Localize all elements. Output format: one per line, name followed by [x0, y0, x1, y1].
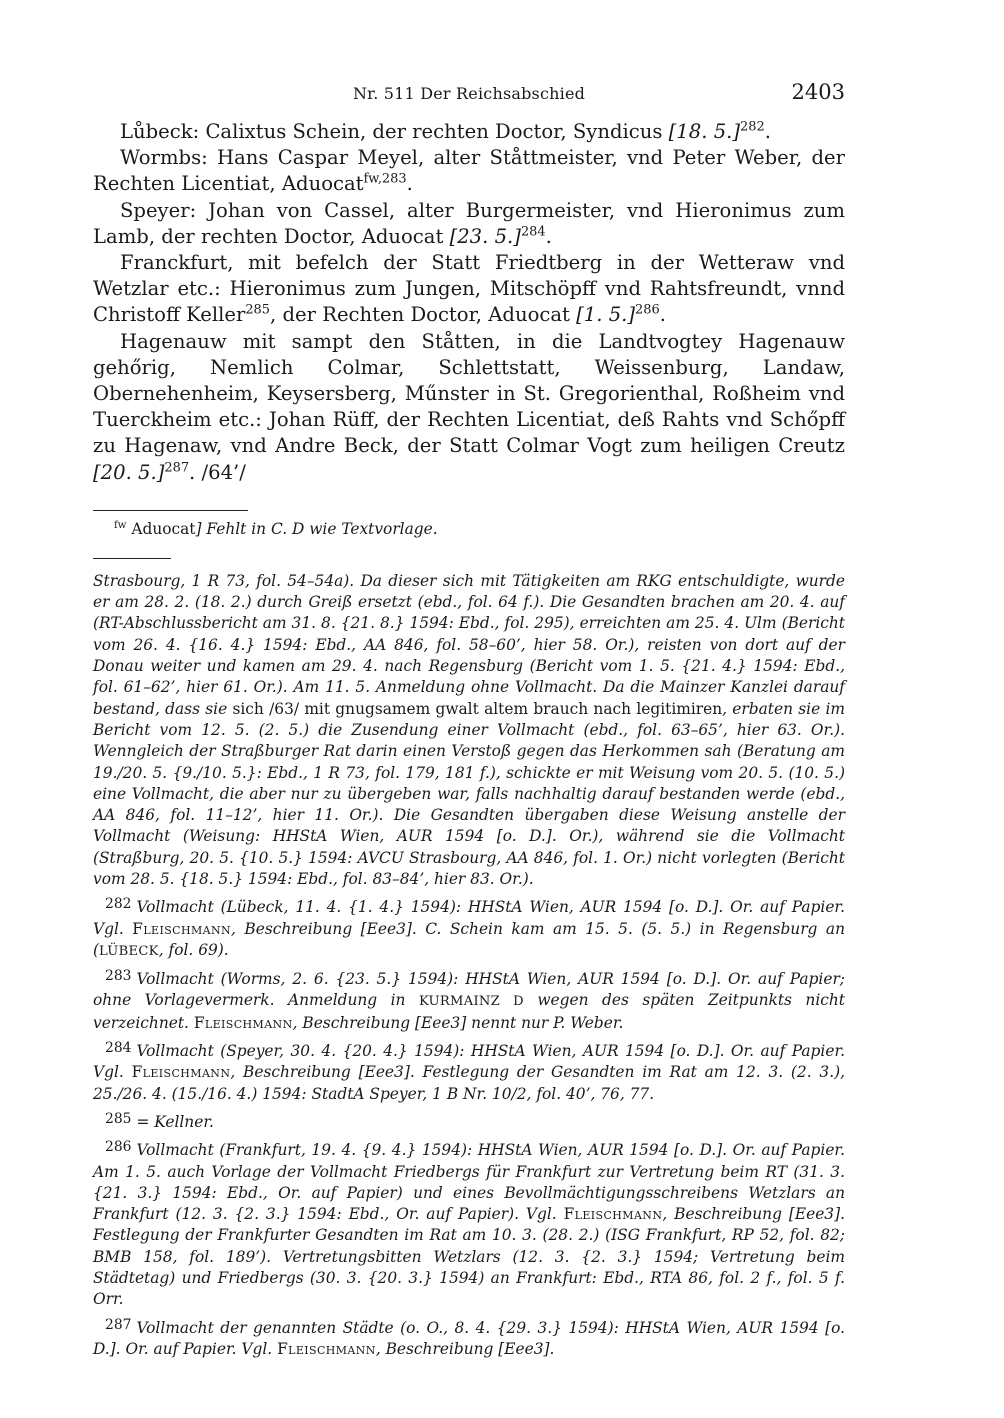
paragraph-hagenau: Hagenauw mit sampt den Ståtten, in die Landtvogtey Hagenauw gehőrig, Nemlich Colmar, Schlettstatt, Weissenburg, Landaw, Obernehenheim, Keysersberg, Műnster in St. Gregorienthal, Roßheim vnd Tuerckheim etc.: Johan Rüff, der Rechten Licentiat, deß Rahts vnd Schőpff zu Hagenaw, vnd Andre Beck, der Statt Colmar Vogt zum heiligen Creutz [20. 5.]$^{287}$. /64’/	[93, 329, 845, 484]
footnote-285: 285 = Kellner.	[105, 1110, 214, 1131]
footnote-287: 287 Vollmacht der genannten Städte (o. O., 8. 4. {29. 3.} 1594): HHStA Wien, AUR 1594 [o. D.]. Or. auf Papier. Vgl. Fleischmann, Beschreibung [Eee3].	[93, 1316, 845, 1358]
page-number: 2403	[791, 80, 845, 104]
page-header	[93, 78, 845, 108]
footnote-286: 286 Vollmacht (Frankfurt, 19. 4. {9. 4.} 1594): HHStA Wien, AUR 1594 [o. D.]. Or. auf Papier. Am 1. 5. auch Vorlage der Vollmacht Friedbergs für Frankfurt zur Vertretung beim RT (31. 3. {21. 3.} 1594: Ebd., Or. auf Papier) und eines Bevollmächtigungsschreibens Wetzlars an Frankfurt (12. 3. {2. 3.} 1594: Ebd., Or. auf Papier). Vgl. Fleischmann, Beschreibung [Eee3]. Festlegung der Frankfurter Gesandten im Rat am 10. 3. (28. 2.) (ISG Frankfurt, RP 52, fol. 82; BMB 158, fol. 189’). Vertretungsbitten Wetzlars (12. 3. {2. 3.} 1594; Vertretung beim Städtetag) und Friedbergs (30. 3. {20. 3.} 1594) an Frankfurt: Ebd., RTA 86, fol. 2 f., fol. 5 f. Orr.	[93, 1139, 845, 1309]
text-critical-apparatus	[93, 510, 845, 540]
main-text	[93, 119, 845, 486]
apparatus-rule	[93, 510, 248, 511]
paragraph-frankfurt: Franckfurt, mit befelch der Statt Friedtberg in der Wetteraw vnd Wetzlar etc.: Hieronimus zum Jungen, Mitschöpff vnd Rahtsfreundt, vnnd Christoff Keller$^{285}$, der Rechten Doctor, Aduocat [1. 5.]$^{286}$.	[93, 251, 845, 327]
document-page	[93, 78, 845, 1360]
footnote-282: 282 Vollmacht (Lübeck, 11. 4. {1. 4.} 1594): HHStA Wien, AUR 1594 [o. D.]. Or. auf Papier. Vgl. Fleischmann, Beschreibung [Eee3]. C. Schein kam am 15. 5. (5. 5.) in Regensburg an (LÜBECK, fol. 69).	[93, 896, 845, 959]
footnote-ref: 285	[245, 302, 270, 318]
footnote-ref: 287	[164, 460, 190, 476]
text-note-fw: $^{fw}$ Aduocat] Fehlt in C. D wie Textvorlage.	[114, 519, 438, 538]
footnote-ref: 284	[520, 224, 546, 240]
paragraph-luebeck: Lůbeck: Calixtus Schein, der rechten Doctor, Syndicus [18. 5.]$^{282}$.	[120, 119, 771, 143]
paragraph-speyer: Speyer: Johan von Cassel, alter Burgermeister, vnd Hieronimus zum Lamb, der rechten Doctor, Aduocat [23. 5.]$^{284}$.	[93, 198, 845, 248]
footnote-283: 283 Vollmacht (Worms, 2. 6. {23. 5.} 1594): HHStA Wien, AUR 1594 [o. D.]. Or. auf Papier; ohne Vorlagevermerk. Anmeldung in KURMAINZ D wegen des späten Zeitpunkts nicht verzeichnet. Fleischmann, Beschreibung [Eee3] nennt nur P. Weber.	[93, 968, 845, 1032]
continued-footnote: Strasbourg, 1 R 73, fol. 54–54a). Da dieser sich mit Tätigkeiten am RKG entschuldigte, wurde er am 28. 2. (18. 2.) durch Greiß ersetzt (ebd., fol. 64 f.). Die Gesandten brachen am 20. 4. auf (RT-Abschlussbericht am 31. 8. {21. 8.} 1594: Ebd., fol. 295), erreichten am 25. 4. Ulm (Bericht vom 26. 4. {16. 4.} 1594: Ebd., AA 846, fol. 58–60’, hier 58. Or.), reisten von dort auf der Donau weiter und kamen am 29. 4. nach Regensburg (Bericht vom 1. 5. {21. 4.} 1594: Ebd., fol. 61–62’, hier 61. Or.). Am 11. 5. Anmeldung ohne Vollmacht. Da die Mainzer Kanzlei darauf bestand, dass sie sich /63/ mit gnugsamem gwalt altem brauch nach legitimiren, erbaten sie im Bericht vom 12. 5. (2. 5.) die Zusendung einer Vollmacht (ebd., fol. 63–65’, hier 63. Or.). Wenngleich der Straßburger Rat darin einen Verstoß gegen das Herkommen sah (Beratung am 19./20. 5. {9./10. 5.}: Ebd., 1 R 73, fol. 179, 181 f.), schickte er mit Weisung vom 20. 5. (10. 5.) eine Vollmacht, die aber nur zu übergeben war, falls nachhaltig darauf bestanden werde (ebd., AA 846, fol. 11–12’, hier 11. Or.). Die Gesandten übergaben diese Weisung anstelle der Vollmacht (Weisung: HHStA Wien, AUR 1594 [o. D.]. Or.), während sie die Vollmacht (Straßburg, 20. 5. {10. 5.} 1594: AVCU Strasbourg, AA 846, fol. 1. Or.) nicht vorlegten (Bericht vom 28. 5. {18. 5.} 1594: Ebd., fol. 83–84’, hier 83. Or.).	[93, 571, 846, 888]
running-title: Nr. 511 Der Reichsabschied	[352, 84, 586, 103]
footnote-ref: fw,283	[363, 171, 407, 187]
note-marker: fw	[114, 519, 127, 531]
footnote-ref: 286	[635, 302, 660, 318]
footnotes-section	[93, 558, 845, 1360]
paragraph-worms: Wormbs: Hans Caspar Meyel, alter Ståttmeister, vnd Peter Weber, der Rechten Licentiat, Aduocat$^{fw,283}$.	[93, 146, 845, 196]
footnote-284: 284 Vollmacht (Speyer, 30. 4. {20. 4.} 1594): HHStA Wien, AUR 1594 [o. D.]. Or. auf Papier. Vgl. Fleischmann, Beschreibung [Eee3]. Festlegung der Gesandten im Rat am 12. 3. (2. 3.), 25./26. 4. (15./16. 4.) 1594: StadtA Speyer, 1 B Nr. 10/2, fol. 40’, 76, 77.	[93, 1040, 845, 1103]
footnote-ref: 282	[740, 119, 765, 135]
footnote-rule	[93, 558, 171, 559]
